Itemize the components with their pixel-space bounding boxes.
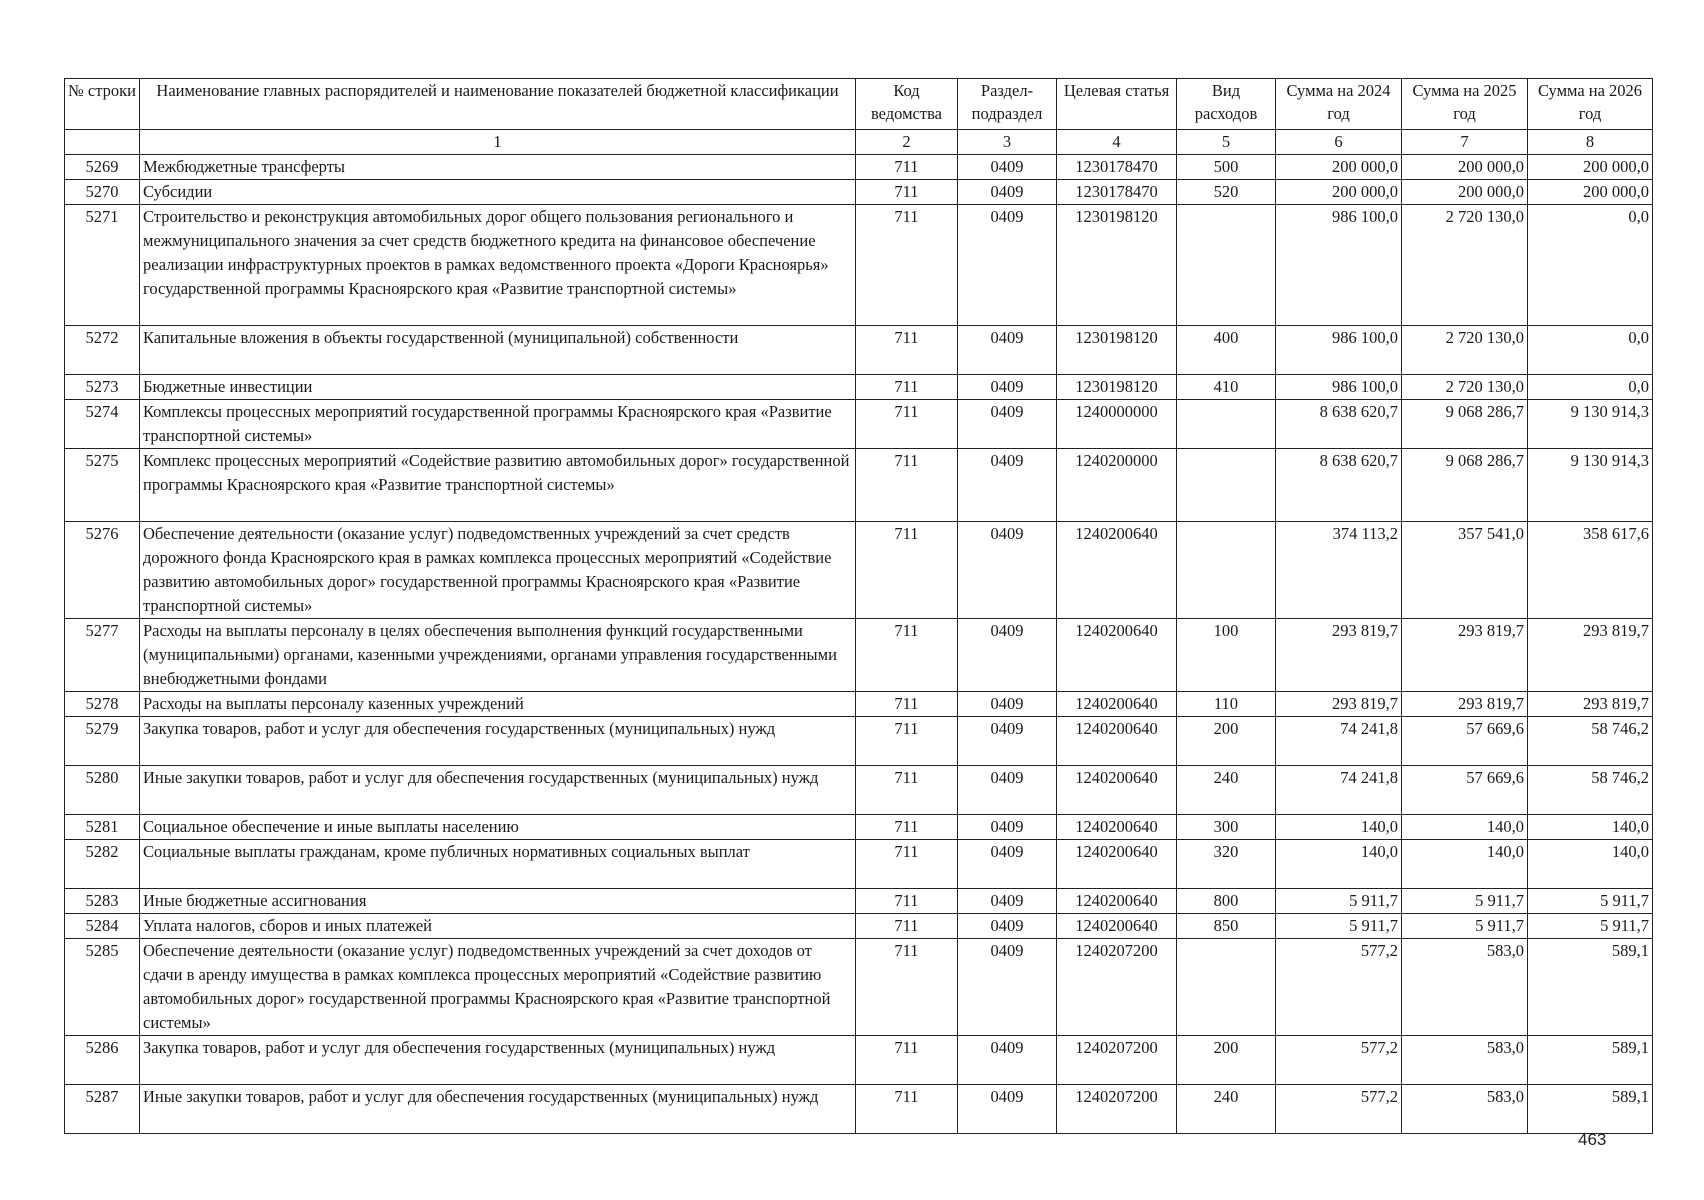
row-number: 5270 — [65, 180, 140, 205]
row-dept-code: 711 — [856, 766, 958, 815]
row-exp-type — [1177, 205, 1276, 326]
header-row — [65, 79, 1653, 130]
row-sum-2025: 293 819,7 — [1402, 619, 1528, 692]
row-sum-2026: 0,0 — [1528, 205, 1653, 326]
row-dept-code: 711 — [856, 815, 958, 840]
row-sum-2024: 986 100,0 — [1276, 375, 1402, 400]
row-number: 5283 — [65, 889, 140, 914]
row-dept-code: 711 — [856, 326, 958, 375]
row-exp-type: 240 — [1177, 1085, 1276, 1134]
row-sum-2026: 589,1 — [1528, 1036, 1653, 1085]
row-target: 1240207200 — [1057, 939, 1177, 1036]
row-name: Субсидии — [140, 180, 856, 205]
row-number: 5276 — [65, 522, 140, 619]
row-sum-2024: 293 819,7 — [1276, 692, 1402, 717]
row-sum-2024: 5 911,7 — [1276, 914, 1402, 939]
row-section: 0409 — [958, 766, 1057, 815]
row-exp-type: 400 — [1177, 326, 1276, 375]
table-row — [65, 180, 1653, 205]
row-name: Комплекс процессных мероприятий «Содействие развитию автомобильных дорог» государственной программы Красноярского края «Развитие транспортной системы» — [140, 449, 856, 522]
row-dept-code: 711 — [856, 449, 958, 522]
row-section: 0409 — [958, 155, 1057, 180]
row-sum-2024: 200 000,0 — [1276, 180, 1402, 205]
row-sum-2026: 5 911,7 — [1528, 914, 1653, 939]
row-dept-code: 711 — [856, 840, 958, 889]
row-section: 0409 — [958, 914, 1057, 939]
row-sum-2025: 57 669,6 — [1402, 766, 1528, 815]
table-row — [65, 400, 1653, 449]
table-row — [65, 766, 1653, 815]
row-number: 5284 — [65, 914, 140, 939]
row-section: 0409 — [958, 400, 1057, 449]
header-dept-code: Код ведомства — [856, 79, 958, 130]
table-row — [65, 522, 1653, 619]
row-section: 0409 — [958, 717, 1057, 766]
row-exp-type: 300 — [1177, 815, 1276, 840]
row-dept-code: 711 — [856, 939, 958, 1036]
row-name: Уплата налогов, сборов и иных платежей — [140, 914, 856, 939]
row-name: Иные закупки товаров, работ и услуг для обеспечения государственных (муниципальных) нужд — [140, 1085, 856, 1134]
row-dept-code: 711 — [856, 522, 958, 619]
row-sum-2025: 583,0 — [1402, 939, 1528, 1036]
table-row — [65, 692, 1653, 717]
row-sum-2024: 986 100,0 — [1276, 205, 1402, 326]
header-sum-2026: Сумма на 2026 год — [1528, 79, 1653, 130]
row-number: 5279 — [65, 717, 140, 766]
row-sum-2025: 5 911,7 — [1402, 914, 1528, 939]
row-name: Комплексы процессных мероприятий государственной программы Красноярского края «Развитие транспортной системы» — [140, 400, 856, 449]
row-name: Социальные выплаты гражданам, кроме публичных нормативных социальных выплат — [140, 840, 856, 889]
row-sum-2026: 200 000,0 — [1528, 155, 1653, 180]
table-row — [65, 939, 1653, 1036]
row-sum-2024: 577,2 — [1276, 1085, 1402, 1134]
row-name: Обеспечение деятельности (оказание услуг) подведомственных учреждений за счет средств дорожного фонда Красноярского края в рамках комплекса процессных мероприятий «Содействие развитию автомобильных дорог» государственной программы Красноярского края «Развитие транспортной системы» — [140, 522, 856, 619]
row-exp-type: 800 — [1177, 889, 1276, 914]
row-sum-2025: 583,0 — [1402, 1085, 1528, 1134]
row-target: 1240200640 — [1057, 914, 1177, 939]
column-number: 2 — [856, 130, 958, 155]
row-sum-2026: 58 746,2 — [1528, 717, 1653, 766]
row-dept-code: 711 — [856, 1036, 958, 1085]
row-number: 5277 — [65, 619, 140, 692]
row-sum-2026: 589,1 — [1528, 1085, 1653, 1134]
row-exp-type: 200 — [1177, 717, 1276, 766]
table-row — [65, 449, 1653, 522]
row-section: 0409 — [958, 180, 1057, 205]
row-name: Расходы на выплаты персоналу казенных учреждений — [140, 692, 856, 717]
row-sum-2025: 583,0 — [1402, 1036, 1528, 1085]
row-section: 0409 — [958, 375, 1057, 400]
row-number: 5278 — [65, 692, 140, 717]
row-sum-2024: 986 100,0 — [1276, 326, 1402, 375]
row-sum-2025: 200 000,0 — [1402, 155, 1528, 180]
row-number: 5285 — [65, 939, 140, 1036]
table-row — [65, 1036, 1653, 1085]
table-row — [65, 815, 1653, 840]
row-target: 1230198120 — [1057, 326, 1177, 375]
row-section: 0409 — [958, 840, 1057, 889]
table-row — [65, 205, 1653, 326]
row-dept-code: 711 — [856, 619, 958, 692]
row-target: 1230178470 — [1057, 180, 1177, 205]
table-row — [65, 840, 1653, 889]
header-sum-2024: Сумма на 2024 год — [1276, 79, 1402, 130]
row-section: 0409 — [958, 1036, 1057, 1085]
row-exp-type: 320 — [1177, 840, 1276, 889]
row-sum-2025: 5 911,7 — [1402, 889, 1528, 914]
row-sum-2025: 200 000,0 — [1402, 180, 1528, 205]
table-row — [65, 619, 1653, 692]
row-dept-code: 711 — [856, 1085, 958, 1134]
row-name: Социальное обеспечение и иные выплаты населению — [140, 815, 856, 840]
row-sum-2025: 57 669,6 — [1402, 717, 1528, 766]
row-section: 0409 — [958, 619, 1057, 692]
row-section: 0409 — [958, 522, 1057, 619]
row-sum-2024: 8 638 620,7 — [1276, 400, 1402, 449]
table-row — [65, 1085, 1653, 1134]
row-sum-2026: 9 130 914,3 — [1528, 449, 1653, 522]
table-row — [65, 375, 1653, 400]
row-exp-type — [1177, 522, 1276, 619]
row-dept-code: 711 — [856, 914, 958, 939]
row-sum-2024: 577,2 — [1276, 939, 1402, 1036]
row-name: Иные закупки товаров, работ и услуг для обеспечения государственных (муниципальных) нужд — [140, 766, 856, 815]
row-dept-code: 711 — [856, 155, 958, 180]
row-section: 0409 — [958, 889, 1057, 914]
row-dept-code: 711 — [856, 180, 958, 205]
row-sum-2026: 5 911,7 — [1528, 889, 1653, 914]
row-number: 5271 — [65, 205, 140, 326]
row-sum-2026: 293 819,7 — [1528, 619, 1653, 692]
row-number: 5275 — [65, 449, 140, 522]
row-number: 5273 — [65, 375, 140, 400]
row-sum-2024: 293 819,7 — [1276, 619, 1402, 692]
row-target: 1240200000 — [1057, 449, 1177, 522]
row-name: Капитальные вложения в объекты государственной (муниципальной) собственности — [140, 326, 856, 375]
column-number: 7 — [1402, 130, 1528, 155]
page-number: 463 — [1578, 1130, 1607, 1149]
row-exp-type: 200 — [1177, 1036, 1276, 1085]
row-target: 1240200640 — [1057, 717, 1177, 766]
row-sum-2026: 0,0 — [1528, 326, 1653, 375]
row-target: 1240200640 — [1057, 840, 1177, 889]
header-exp-type: Вид расходов — [1177, 79, 1276, 130]
row-name: Иные бюджетные ассигнования — [140, 889, 856, 914]
row-sum-2025: 140,0 — [1402, 840, 1528, 889]
row-section: 0409 — [958, 449, 1057, 522]
row-number: 5281 — [65, 815, 140, 840]
row-sum-2024: 200 000,0 — [1276, 155, 1402, 180]
row-number: 5272 — [65, 326, 140, 375]
row-target: 1240200640 — [1057, 619, 1177, 692]
row-section: 0409 — [958, 1085, 1057, 1134]
column-number — [65, 130, 140, 155]
budget-table — [64, 78, 1653, 1134]
row-sum-2026: 140,0 — [1528, 840, 1653, 889]
row-target: 1230198120 — [1057, 205, 1177, 326]
row-name: Бюджетные инвестиции — [140, 375, 856, 400]
row-name: Межбюджетные трансферты — [140, 155, 856, 180]
row-section: 0409 — [958, 692, 1057, 717]
column-number: 8 — [1528, 130, 1653, 155]
row-exp-type: 850 — [1177, 914, 1276, 939]
table-row — [65, 326, 1653, 375]
row-sum-2024: 577,2 — [1276, 1036, 1402, 1085]
row-sum-2026: 293 819,7 — [1528, 692, 1653, 717]
row-target: 1240200640 — [1057, 889, 1177, 914]
row-sum-2025: 9 068 286,7 — [1402, 400, 1528, 449]
row-exp-type: 520 — [1177, 180, 1276, 205]
row-sum-2024: 140,0 — [1276, 840, 1402, 889]
row-sum-2024: 374 113,2 — [1276, 522, 1402, 619]
row-sum-2026: 9 130 914,3 — [1528, 400, 1653, 449]
column-number: 3 — [958, 130, 1057, 155]
row-number: 5269 — [65, 155, 140, 180]
table-row — [65, 889, 1653, 914]
row-sum-2026: 0,0 — [1528, 375, 1653, 400]
row-section: 0409 — [958, 205, 1057, 326]
header-row-no: № строки — [65, 79, 140, 130]
row-exp-type: 240 — [1177, 766, 1276, 815]
row-dept-code: 711 — [856, 692, 958, 717]
row-sum-2024: 8 638 620,7 — [1276, 449, 1402, 522]
row-sum-2026: 140,0 — [1528, 815, 1653, 840]
header-target: Целевая статья — [1057, 79, 1177, 130]
row-number: 5286 — [65, 1036, 140, 1085]
row-exp-type: 500 — [1177, 155, 1276, 180]
row-target: 1240200640 — [1057, 766, 1177, 815]
column-number: 6 — [1276, 130, 1402, 155]
row-name: Расходы на выплаты персоналу в целях обеспечения выполнения функций государственными (муниципальными) органами, казенными учреждениями, органами управления государственными внебюджетными фондами — [140, 619, 856, 692]
row-dept-code: 711 — [856, 375, 958, 400]
row-target: 1240200640 — [1057, 692, 1177, 717]
row-number: 5282 — [65, 840, 140, 889]
row-sum-2025: 2 720 130,0 — [1402, 205, 1528, 326]
row-target: 1240200640 — [1057, 815, 1177, 840]
row-section: 0409 — [958, 326, 1057, 375]
table-row — [65, 155, 1653, 180]
table-body — [65, 155, 1653, 1134]
row-exp-type — [1177, 400, 1276, 449]
row-dept-code: 711 — [856, 717, 958, 766]
row-sum-2025: 357 541,0 — [1402, 522, 1528, 619]
row-sum-2024: 5 911,7 — [1276, 889, 1402, 914]
row-sum-2026: 358 617,6 — [1528, 522, 1653, 619]
row-sum-2025: 2 720 130,0 — [1402, 375, 1528, 400]
row-sum-2025: 2 720 130,0 — [1402, 326, 1528, 375]
row-sum-2025: 9 068 286,7 — [1402, 449, 1528, 522]
row-section: 0409 — [958, 815, 1057, 840]
row-target: 1230178470 — [1057, 155, 1177, 180]
row-name: Закупка товаров, работ и услуг для обеспечения государственных (муниципальных) нужд — [140, 717, 856, 766]
row-sum-2024: 74 241,8 — [1276, 766, 1402, 815]
table-row — [65, 914, 1653, 939]
row-exp-type: 110 — [1177, 692, 1276, 717]
header-section: Раздел-подраздел — [958, 79, 1057, 130]
row-sum-2026: 589,1 — [1528, 939, 1653, 1036]
row-section: 0409 — [958, 939, 1057, 1036]
column-number: 4 — [1057, 130, 1177, 155]
row-number: 5280 — [65, 766, 140, 815]
row-name: Обеспечение деятельности (оказание услуг) подведомственных учреждений за счет доходов от сдачи в аренду имущества в рамках комплекса процессных мероприятий «Содействие развитию автомобильных дорог» государственной программы Красноярского края «Развитие транспортной системы» — [140, 939, 856, 1036]
row-exp-type: 410 — [1177, 375, 1276, 400]
row-name: Строительство и реконструкция автомобильных дорог общего пользования регионального и межмуниципального значения за счет средств бюджетного кредита на финансовое обеспечение реализации инфраструктурных проектов в рамках ведомственного проекта «Дороги Красноярья» государственной программы Красноярского края «Развитие транспортной системы» — [140, 205, 856, 326]
row-number: 5274 — [65, 400, 140, 449]
row-sum-2024: 74 241,8 — [1276, 717, 1402, 766]
row-dept-code: 711 — [856, 889, 958, 914]
row-exp-type — [1177, 939, 1276, 1036]
row-target: 1240207200 — [1057, 1036, 1177, 1085]
row-sum-2026: 200 000,0 — [1528, 180, 1653, 205]
row-dept-code: 711 — [856, 205, 958, 326]
row-name: Закупка товаров, работ и услуг для обеспечения государственных (муниципальных) нужд — [140, 1036, 856, 1085]
header-name: Наименование главных распорядителей и наименование показателей бюджетной классификации — [140, 79, 856, 130]
header-sum-2025: Сумма на 2025 год — [1402, 79, 1528, 130]
column-number: 5 — [1177, 130, 1276, 155]
row-sum-2025: 140,0 — [1402, 815, 1528, 840]
table-row — [65, 717, 1653, 766]
row-dept-code: 711 — [856, 400, 958, 449]
row-target: 1240000000 — [1057, 400, 1177, 449]
column-number: 1 — [140, 130, 856, 155]
row-target: 1240207200 — [1057, 1085, 1177, 1134]
column-number-row — [65, 130, 1653, 155]
row-exp-type: 100 — [1177, 619, 1276, 692]
row-sum-2024: 140,0 — [1276, 815, 1402, 840]
row-target: 1230198120 — [1057, 375, 1177, 400]
row-exp-type — [1177, 449, 1276, 522]
row-sum-2026: 58 746,2 — [1528, 766, 1653, 815]
row-sum-2025: 293 819,7 — [1402, 692, 1528, 717]
row-number: 5287 — [65, 1085, 140, 1134]
row-target: 1240200640 — [1057, 522, 1177, 619]
